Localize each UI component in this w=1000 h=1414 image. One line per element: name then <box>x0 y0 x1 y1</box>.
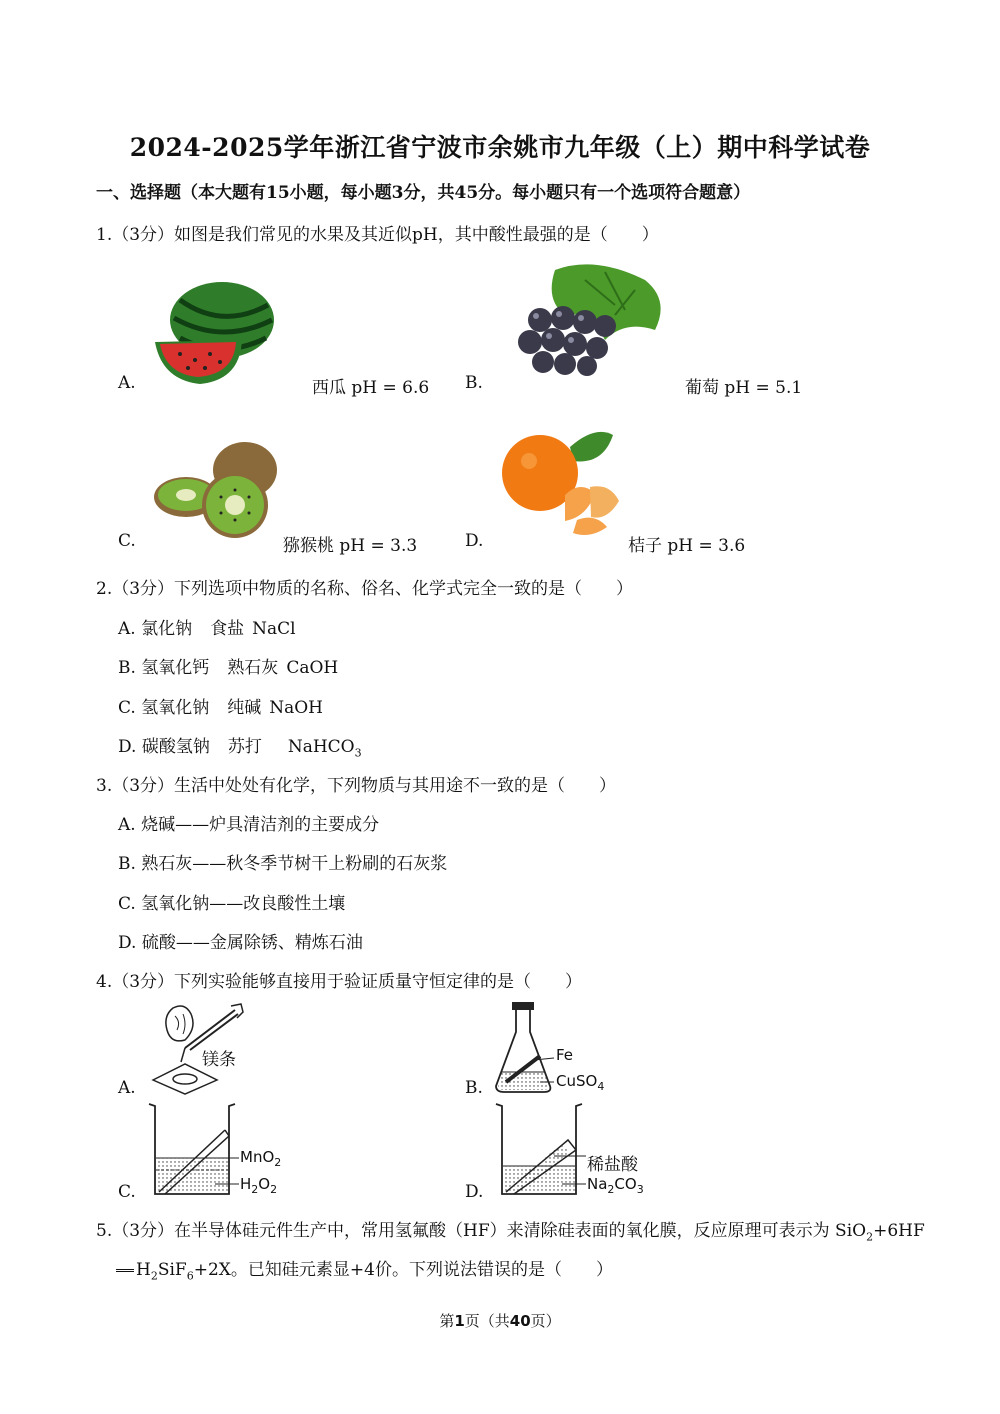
equals-sign-icon <box>116 1269 134 1272</box>
label-magnesium-strip: 镁条 <box>202 1050 236 1070</box>
q3-option-c: C. 氢氧化钠——改良酸性土壤 <box>118 894 346 914</box>
question-5-line-1: 5.（3分）在半导体硅元件生产中，常用氢氟酸（HF）来清除硅表面的氧化膜，反应原理可表示为 SiO$_2$+6HF <box>96 1221 925 1244</box>
q2-option-c: C. 氢氧化钠 纯碱 NaOH <box>118 698 323 718</box>
question-5-line-2: $H_2SiF_6+2X$。已知硅元素显+4价。下列说法错误的是（ ） <box>116 1255 613 1282</box>
q4-option-d-letter: D. <box>465 1182 484 1202</box>
q2-option-b: B. 氢氧化钙 熟石灰 CaOH <box>118 658 339 678</box>
label-h2o2: $H_2O_2$ <box>240 1175 278 1196</box>
flask-apparatus <box>492 1000 562 1095</box>
q1-option-b-caption: 葡萄 pH = 5.1 <box>685 378 803 398</box>
magnesium-burning-apparatus <box>145 1000 255 1095</box>
q1-option-a-letter: A. <box>118 373 136 393</box>
page-footer: 第1页（共40页） <box>439 1312 561 1330</box>
orange-icon <box>495 425 630 540</box>
grapes-icon <box>495 260 675 390</box>
q4-option-a-letter: A. <box>118 1078 136 1098</box>
label-cuso4: CuSO$_4$ <box>556 1072 605 1093</box>
label-dilute-hcl: 稀盐酸 <box>587 1155 638 1175</box>
label-fe: Fe <box>556 1046 574 1064</box>
q3-option-d: D. 硫酸——金属除锈、精炼石油 <box>118 933 363 953</box>
watermelon-icon <box>150 280 280 390</box>
q4-option-b-letter: B. <box>465 1078 483 1098</box>
q1-option-d-letter: D. <box>465 531 484 551</box>
question-4-stem: 4.（3分）下列实验能够直接用于验证质量守恒定律的是（ ） <box>96 972 583 992</box>
q2-option-a: A. 氯化钠 食盐 NaCl <box>118 619 296 639</box>
q1-option-b-letter: B. <box>465 373 483 393</box>
question-1-stem: 1.（3分）如图是我们常见的水果及其近似pH，其中酸性最强的是（ ） <box>96 225 659 245</box>
q3-option-b: B. 熟石灰——秋冬季节树干上粉刷的石灰浆 <box>118 854 448 874</box>
q1-option-d-caption: 桔子 pH = 3.6 <box>628 536 746 556</box>
beaker-apparatus-d <box>492 1100 587 1200</box>
q2-option-d: D. 碳酸氢钠 苏打 NaHCO$_3$ <box>118 737 362 760</box>
question-2-stem: 2.（3分）下列选项中物质的名称、俗名、化学式完全一致的是（ ） <box>96 579 634 599</box>
beaker-apparatus-c <box>145 1100 240 1200</box>
section-heading: 一、选择题（本大题有15小题，每小题3分，共45分。每小题只有一个选项符合题意） <box>96 183 751 203</box>
q1-option-c-caption: 猕猴桃 pH = 3.3 <box>283 536 418 556</box>
q3-option-a: A. 烧碱——炉具清洁剂的主要成分 <box>118 815 380 835</box>
q4-option-c-letter: C. <box>118 1182 136 1202</box>
label-na2co3: $Na_2CO_3$ <box>587 1175 644 1196</box>
kiwi-icon <box>150 435 285 545</box>
question-3-stem: 3.（3分）生活中处处有化学，下列物质与其用途不一致的是（ ） <box>96 776 617 796</box>
page-title: 2024-2025学年浙江省宁波市余姚市九年级（上）期中科学试卷 <box>129 133 871 162</box>
q1-option-c-letter: C. <box>118 531 136 551</box>
label-mno2: MnO$_2$ <box>240 1148 282 1169</box>
q1-option-a-caption: 西瓜 pH = 6.6 <box>312 378 430 398</box>
